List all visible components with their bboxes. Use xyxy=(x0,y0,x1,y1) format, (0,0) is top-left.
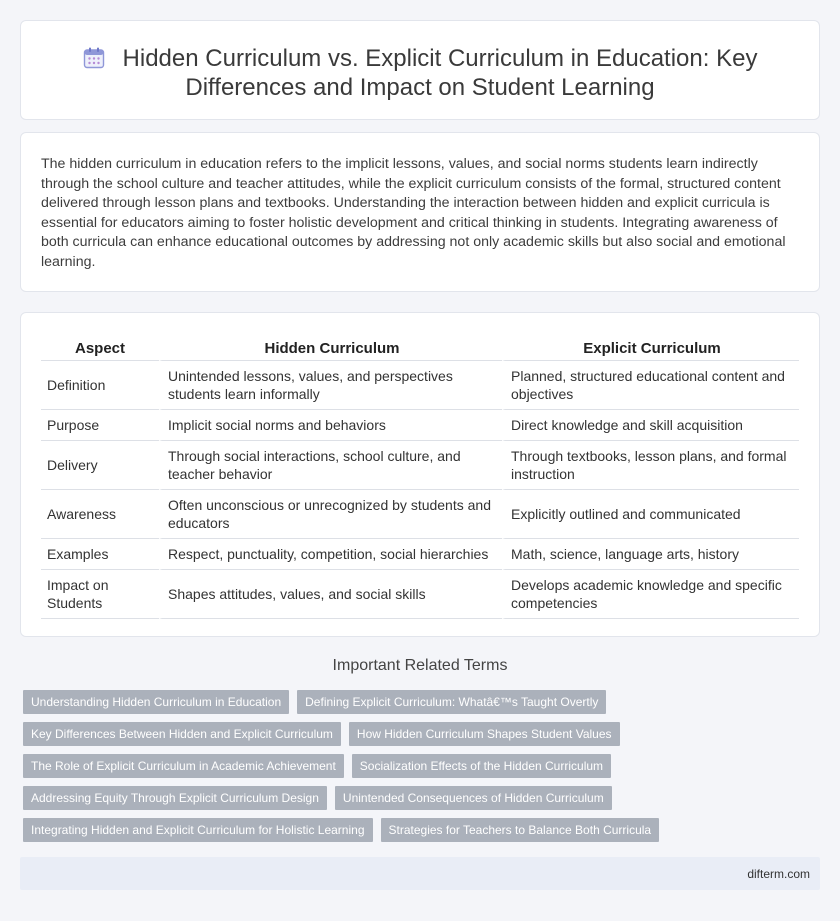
cell-explicit: Through textbooks, lesson plans, and formal instruction xyxy=(502,441,799,490)
cell-explicit: Planned, structured educational content and objectives xyxy=(502,361,799,410)
related-terms-list xyxy=(23,690,823,850)
calendar-icon xyxy=(83,47,105,69)
related-term-tag[interactable]: Understanding Hidden Curriculum in Education xyxy=(23,690,289,714)
table-row xyxy=(41,539,799,570)
header-aspect: Aspect xyxy=(41,333,159,361)
cell-aspect: Examples xyxy=(41,539,159,570)
cell-hidden: Often unconscious or unrecognized by students and educators xyxy=(159,490,502,539)
header-explicit: Explicit Curriculum xyxy=(502,333,799,361)
title-card xyxy=(20,20,820,120)
footer-site-link[interactable]: difterm.com xyxy=(747,867,810,881)
related-term-tag[interactable]: Defining Explicit Curriculum: Whatâ€™s Taught Overtly xyxy=(297,690,606,714)
cell-explicit: Develops academic knowledge and specific competencies xyxy=(502,570,799,619)
cell-explicit: Math, science, language arts, history xyxy=(502,539,799,570)
cell-aspect: Delivery xyxy=(41,441,159,490)
intro-paragraph: The hidden curriculum in education refers to the implicit lessons, values, and social norms students learn indirectly through the school culture and teacher attitudes, while the explicit curriculum consists of the formal, structured content delivered through lesson plans and textbooks. Understanding the interaction between hidden and explicit curricula is essential for educators aiming to foster holistic development and critical thinking in students. Integrating awareness of both curricula can enhance educational outcomes by addressing not only academic skills but also social and emotional learning. xyxy=(41,156,786,270)
related-term-tag[interactable]: Unintended Consequences of Hidden Curriculum xyxy=(335,786,612,810)
intro-card xyxy=(20,132,820,292)
related-term-tag[interactable]: Addressing Equity Through Explicit Curriculum Design xyxy=(23,786,327,810)
cell-hidden: Shapes attitudes, values, and social skills xyxy=(159,570,502,619)
related-terms-title: Important Related Terms xyxy=(332,657,508,674)
table-row xyxy=(41,570,799,619)
table-row xyxy=(41,490,799,539)
related-term-tag[interactable]: Strategies for Teachers to Balance Both Curricula xyxy=(381,818,660,842)
related-term-tag[interactable]: Integrating Hidden and Explicit Curriculum for Holistic Learning xyxy=(23,818,373,842)
cell-hidden: Implicit social norms and behaviors xyxy=(159,410,502,441)
comparison-card xyxy=(20,312,820,637)
comparison-table xyxy=(41,333,799,619)
cell-explicit: Explicitly outlined and communicated xyxy=(502,490,799,539)
footer xyxy=(20,857,820,890)
page-title: Hidden Curriculum vs. Explicit Curriculum in Education: Key Differences and Impact on Student Learning xyxy=(122,45,758,101)
related-term-tag[interactable]: The Role of Explicit Curriculum in Academic Achievement xyxy=(23,754,344,778)
header-hidden: Hidden Curriculum xyxy=(159,333,502,361)
cell-hidden: Through social interactions, school culture, and teacher behavior xyxy=(159,441,502,490)
table-row xyxy=(41,361,799,410)
cell-aspect: Impact on Students xyxy=(41,570,159,619)
related-term-tag[interactable]: Key Differences Between Hidden and Explicit Curriculum xyxy=(23,722,341,746)
cell-hidden: Unintended lessons, values, and perspectives students learn informally xyxy=(159,361,502,410)
page-title-wrap xyxy=(21,44,819,102)
related-term-tag[interactable]: How Hidden Curriculum Shapes Student Values xyxy=(349,722,620,746)
cell-aspect: Awareness xyxy=(41,490,159,539)
cell-aspect: Purpose xyxy=(41,410,159,441)
table-header-row xyxy=(41,333,799,361)
cell-hidden: Respect, punctuality, competition, social hierarchies xyxy=(159,539,502,570)
cell-explicit: Direct knowledge and skill acquisition xyxy=(502,410,799,441)
cell-aspect: Definition xyxy=(41,361,159,410)
table-row xyxy=(41,441,799,490)
table-row xyxy=(41,410,799,441)
related-term-tag[interactable]: Socialization Effects of the Hidden Curriculum xyxy=(352,754,611,778)
